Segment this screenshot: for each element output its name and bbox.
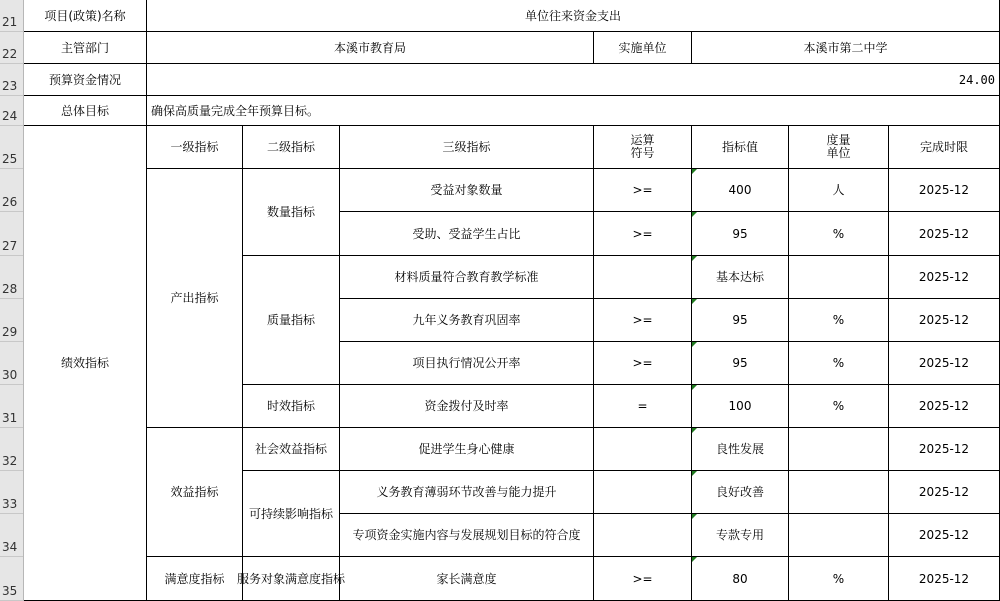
col-header-level1[interactable]: 一级指标 <box>147 126 243 169</box>
level1-output[interactable]: 产出指标 <box>147 169 243 428</box>
goal-label[interactable]: 总体目标 <box>24 96 147 126</box>
row-number-label: 21 <box>2 15 18 29</box>
row-number-label: 25 <box>2 152 18 166</box>
level2-social[interactable]: 社会效益指标 <box>243 428 340 471</box>
col-header-unit[interactable]: 度量 单位 <box>789 126 889 169</box>
row-number-label: 22 <box>2 47 18 61</box>
row-number-label: 30 <box>2 368 18 382</box>
deadline-cell[interactable]: 2025-12 <box>889 385 1000 428</box>
spreadsheet-grid <box>24 0 1000 601</box>
level3-indicator[interactable]: 项目执行情况公开率 <box>340 342 594 385</box>
project-name-label[interactable]: 项目(政策)名称 <box>24 0 147 32</box>
level2-service-satisfaction[interactable]: 服务对象满意度指标 <box>243 557 340 601</box>
level1-satisfaction[interactable]: 满意度指标 <box>147 557 243 601</box>
row-number[interactable] <box>0 169 23 212</box>
col-header-operator[interactable]: 运算 符号 <box>594 126 692 169</box>
value-cell[interactable]: 良好改善 <box>692 471 789 514</box>
unit-cell[interactable]: % <box>789 342 889 385</box>
deadline-cell[interactable]: 2025-12 <box>889 557 1000 601</box>
row-number[interactable] <box>0 126 23 169</box>
value-cell[interactable]: 95 <box>692 212 789 256</box>
row-number[interactable] <box>0 212 23 256</box>
deadline-cell[interactable]: 2025-12 <box>889 299 1000 342</box>
level3-indicator[interactable]: 九年义务教育巩固率 <box>340 299 594 342</box>
unit-cell[interactable]: % <box>789 385 889 428</box>
col-header-deadline[interactable]: 完成时限 <box>889 126 1000 169</box>
col-header-level3[interactable]: 三级指标 <box>340 126 594 169</box>
row-number-label: 33 <box>2 497 18 511</box>
row-number[interactable] <box>0 471 23 514</box>
row-number-label: 27 <box>2 239 18 253</box>
performance-indicator-label[interactable]: 绩效指标 <box>24 126 147 601</box>
deadline-cell[interactable]: 2025-12 <box>889 514 1000 557</box>
level2-timeliness[interactable]: 时效指标 <box>243 385 340 428</box>
unit-cell[interactable]: % <box>789 212 889 256</box>
goal-value[interactable]: 确保高质量完成全年预算目标。 <box>147 96 1000 126</box>
level2-quantity[interactable]: 数量指标 <box>243 169 340 256</box>
impl-unit-label[interactable]: 实施单位 <box>594 32 692 64</box>
deadline-cell[interactable]: 2025-12 <box>889 256 1000 299</box>
operator-cell[interactable] <box>594 471 692 514</box>
row-number-label: 26 <box>2 195 18 209</box>
value-cell[interactable]: 100 <box>692 385 789 428</box>
value-cell[interactable]: 95 <box>692 299 789 342</box>
row-number-label: 29 <box>2 325 18 339</box>
value-cell[interactable]: 95 <box>692 342 789 385</box>
value-cell[interactable]: 基本达标 <box>692 256 789 299</box>
level3-indicator[interactable]: 促进学生身心健康 <box>340 428 594 471</box>
row-number[interactable] <box>0 0 23 32</box>
unit-cell[interactable] <box>789 428 889 471</box>
deadline-cell[interactable]: 2025-12 <box>889 212 1000 256</box>
row-number-label: 34 <box>2 540 18 554</box>
row-number[interactable] <box>0 64 23 96</box>
dept-value[interactable]: 本溪市教育局 <box>147 32 594 64</box>
value-cell[interactable]: 400 <box>692 169 789 212</box>
row-number[interactable] <box>0 256 23 299</box>
operator-cell[interactable]: >= <box>594 299 692 342</box>
row-number[interactable] <box>0 342 23 385</box>
unit-cell[interactable] <box>789 471 889 514</box>
level3-indicator[interactable]: 资金拨付及时率 <box>340 385 594 428</box>
row-header-column <box>0 0 24 601</box>
row-number-label: 32 <box>2 454 18 468</box>
row-number-label: 28 <box>2 282 18 296</box>
row-number[interactable] <box>0 385 23 428</box>
row-number-label: 35 <box>2 584 18 598</box>
deadline-cell[interactable]: 2025-12 <box>889 471 1000 514</box>
level3-indicator[interactable]: 受助、受益学生占比 <box>340 212 594 256</box>
level3-indicator[interactable]: 义务教育薄弱环节改善与能力提升 <box>340 471 594 514</box>
row-number[interactable] <box>0 96 23 126</box>
operator-cell[interactable] <box>594 256 692 299</box>
unit-cell[interactable]: % <box>789 299 889 342</box>
row-number[interactable] <box>0 32 23 64</box>
row-number-label: 24 <box>2 109 18 123</box>
deadline-cell[interactable]: 2025-12 <box>889 342 1000 385</box>
value-cell[interactable]: 良性发展 <box>692 428 789 471</box>
level2-sustainable[interactable]: 可持续影响指标 <box>243 471 340 557</box>
level1-benefit[interactable]: 效益指标 <box>147 428 243 557</box>
level2-quality[interactable]: 质量指标 <box>243 256 340 385</box>
impl-unit-value[interactable]: 本溪市第二中学 <box>692 32 1000 64</box>
level3-indicator[interactable]: 家长满意度 <box>340 557 594 601</box>
row-number[interactable] <box>0 299 23 342</box>
unit-cell[interactable]: 人 <box>789 169 889 212</box>
dept-label[interactable]: 主管部门 <box>24 32 147 64</box>
unit-cell[interactable]: % <box>789 557 889 601</box>
operator-cell[interactable] <box>594 514 692 557</box>
level3-indicator[interactable]: 专项资金实施内容与发展规划目标的符合度 <box>340 514 594 557</box>
row-number-label: 31 <box>2 411 18 425</box>
row-number[interactable] <box>0 514 23 557</box>
col-header-value[interactable]: 指标值 <box>692 126 789 169</box>
value-cell[interactable]: 专款专用 <box>692 514 789 557</box>
deadline-cell[interactable]: 2025-12 <box>889 428 1000 471</box>
project-name-value[interactable]: 单位往来资金支出 <box>147 0 1000 32</box>
deadline-cell[interactable]: 2025-12 <box>889 169 1000 212</box>
operator-cell[interactable]: >= <box>594 342 692 385</box>
row-number[interactable] <box>0 557 23 601</box>
unit-cell[interactable] <box>789 514 889 557</box>
operator-cell[interactable]: = <box>594 385 692 428</box>
budget-value[interactable]: 24.00 <box>147 64 1000 96</box>
col-header-level2[interactable]: 二级指标 <box>243 126 340 169</box>
unit-cell[interactable] <box>789 256 889 299</box>
row-number-label: 23 <box>2 79 18 93</box>
operator-cell[interactable]: >= <box>594 212 692 256</box>
operator-cell[interactable] <box>594 428 692 471</box>
budget-label[interactable]: 预算资金情况 <box>24 64 147 96</box>
level3-indicator[interactable]: 材料质量符合教育教学标准 <box>340 256 594 299</box>
operator-cell[interactable]: >= <box>594 557 692 601</box>
row-number[interactable] <box>0 428 23 471</box>
level3-indicator[interactable]: 受益对象数量 <box>340 169 594 212</box>
operator-cell[interactable]: >= <box>594 169 692 212</box>
value-cell[interactable]: 80 <box>692 557 789 601</box>
